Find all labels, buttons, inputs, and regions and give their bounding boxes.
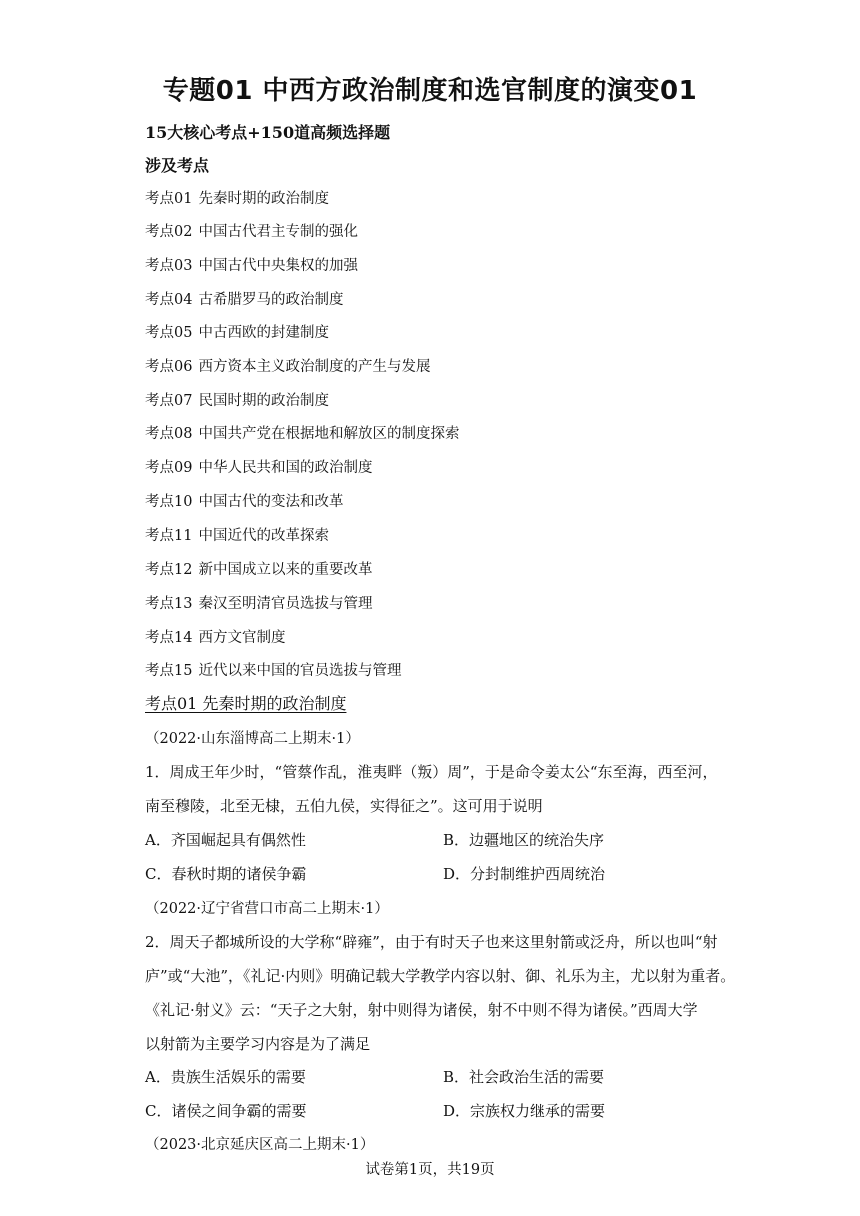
topic-item: 考点08 中国共产党在根据地和解放区的制度探索: [145, 426, 460, 442]
topic-item: 考点13 秦汉至明清官员选拔与管理: [145, 596, 373, 612]
topic-item: 考点11 中国近代的改革探索: [145, 528, 329, 544]
option-b: B．边疆地区的统治失序: [443, 831, 605, 849]
topic-item: 考点12 新中国成立以来的重要改革: [145, 562, 373, 578]
question-source: （2023·北京延庆区高二上期末·1）: [145, 1137, 375, 1153]
option-d: D．分封制维护西周统治: [443, 865, 606, 883]
question-text-line: 1．周成王年少时，“管蔡作乱，淮夷畔（叛）周”，于是命令姜太公“东至海，西至河，: [145, 763, 718, 781]
subtitle: 15大核心考点+150道高频选择题: [145, 123, 391, 142]
topic-item: 考点07 民国时期的政治制度: [145, 393, 329, 409]
topic-item: 考点14 西方文官制度: [145, 630, 286, 646]
option-c: C．春秋时期的诸侯争霸: [145, 865, 307, 883]
topic-item: 考点04 古希腊罗马的政治制度: [145, 292, 344, 308]
question-source: （2022·辽宁省营口市高二上期末·1）: [145, 901, 389, 917]
section-heading: 考点01 先秦时期的政治制度: [145, 694, 347, 713]
option-d: D．宗族权力继承的需要: [443, 1102, 606, 1120]
question-text-line: 以射箭为主要学习内容是为了满足: [145, 1035, 371, 1053]
page-footer: 试卷第1页，共19页: [365, 1162, 495, 1178]
topic-item: 考点03 中国古代中央集权的加强: [145, 258, 358, 274]
topic-item: 考点01 先秦时期的政治制度: [145, 191, 329, 207]
section-label: 涉及考点: [145, 156, 210, 175]
topic-item: 考点05 中古西欧的封建制度: [145, 325, 329, 341]
option-b: B．社会政治生活的需要: [443, 1068, 605, 1086]
option-a: A．贵族生活娱乐的需要: [145, 1068, 306, 1086]
question-text-line: 《礼记·射义》云：“天子之大射，射中则得为诸侯，射不中则不得为诸侯。”西周大学: [145, 1001, 698, 1019]
question-text-line: 2．周天子都城所设的大学称“辟雍”，由于有时天子也来这里射箭或泛舟，所以也叫“射: [145, 933, 718, 951]
topic-item: 考点09 中华人民共和国的政治制度: [145, 460, 373, 476]
option-a: A．齐国崛起具有偶然性: [145, 831, 306, 849]
option-c: C．诸侯之间争霸的需要: [145, 1102, 307, 1120]
document-title: 专题01 中西方政治制度和选官制度的演变01: [162, 76, 698, 106]
topic-item: 考点10 中国古代的变法和改革: [145, 494, 344, 510]
question-text-line: 南至穆陵，北至无棣，五伯九侯，实得征之”。这可用于说明: [145, 797, 543, 815]
question-text-line: 庐”或“大池”，《礼记·内则》明确记载大学教学内容以射、御、礼乐为主，尤以射为重者。: [145, 967, 736, 985]
question-source: （2022·山东淄博高二上期末·1）: [145, 731, 360, 747]
topic-item: 考点15 近代以来中国的官员选拔与管理: [145, 663, 402, 679]
topic-item: 考点06 西方资本主义政治制度的产生与发展: [145, 359, 431, 375]
topic-item: 考点02 中国古代君主专制的强化: [145, 224, 358, 240]
